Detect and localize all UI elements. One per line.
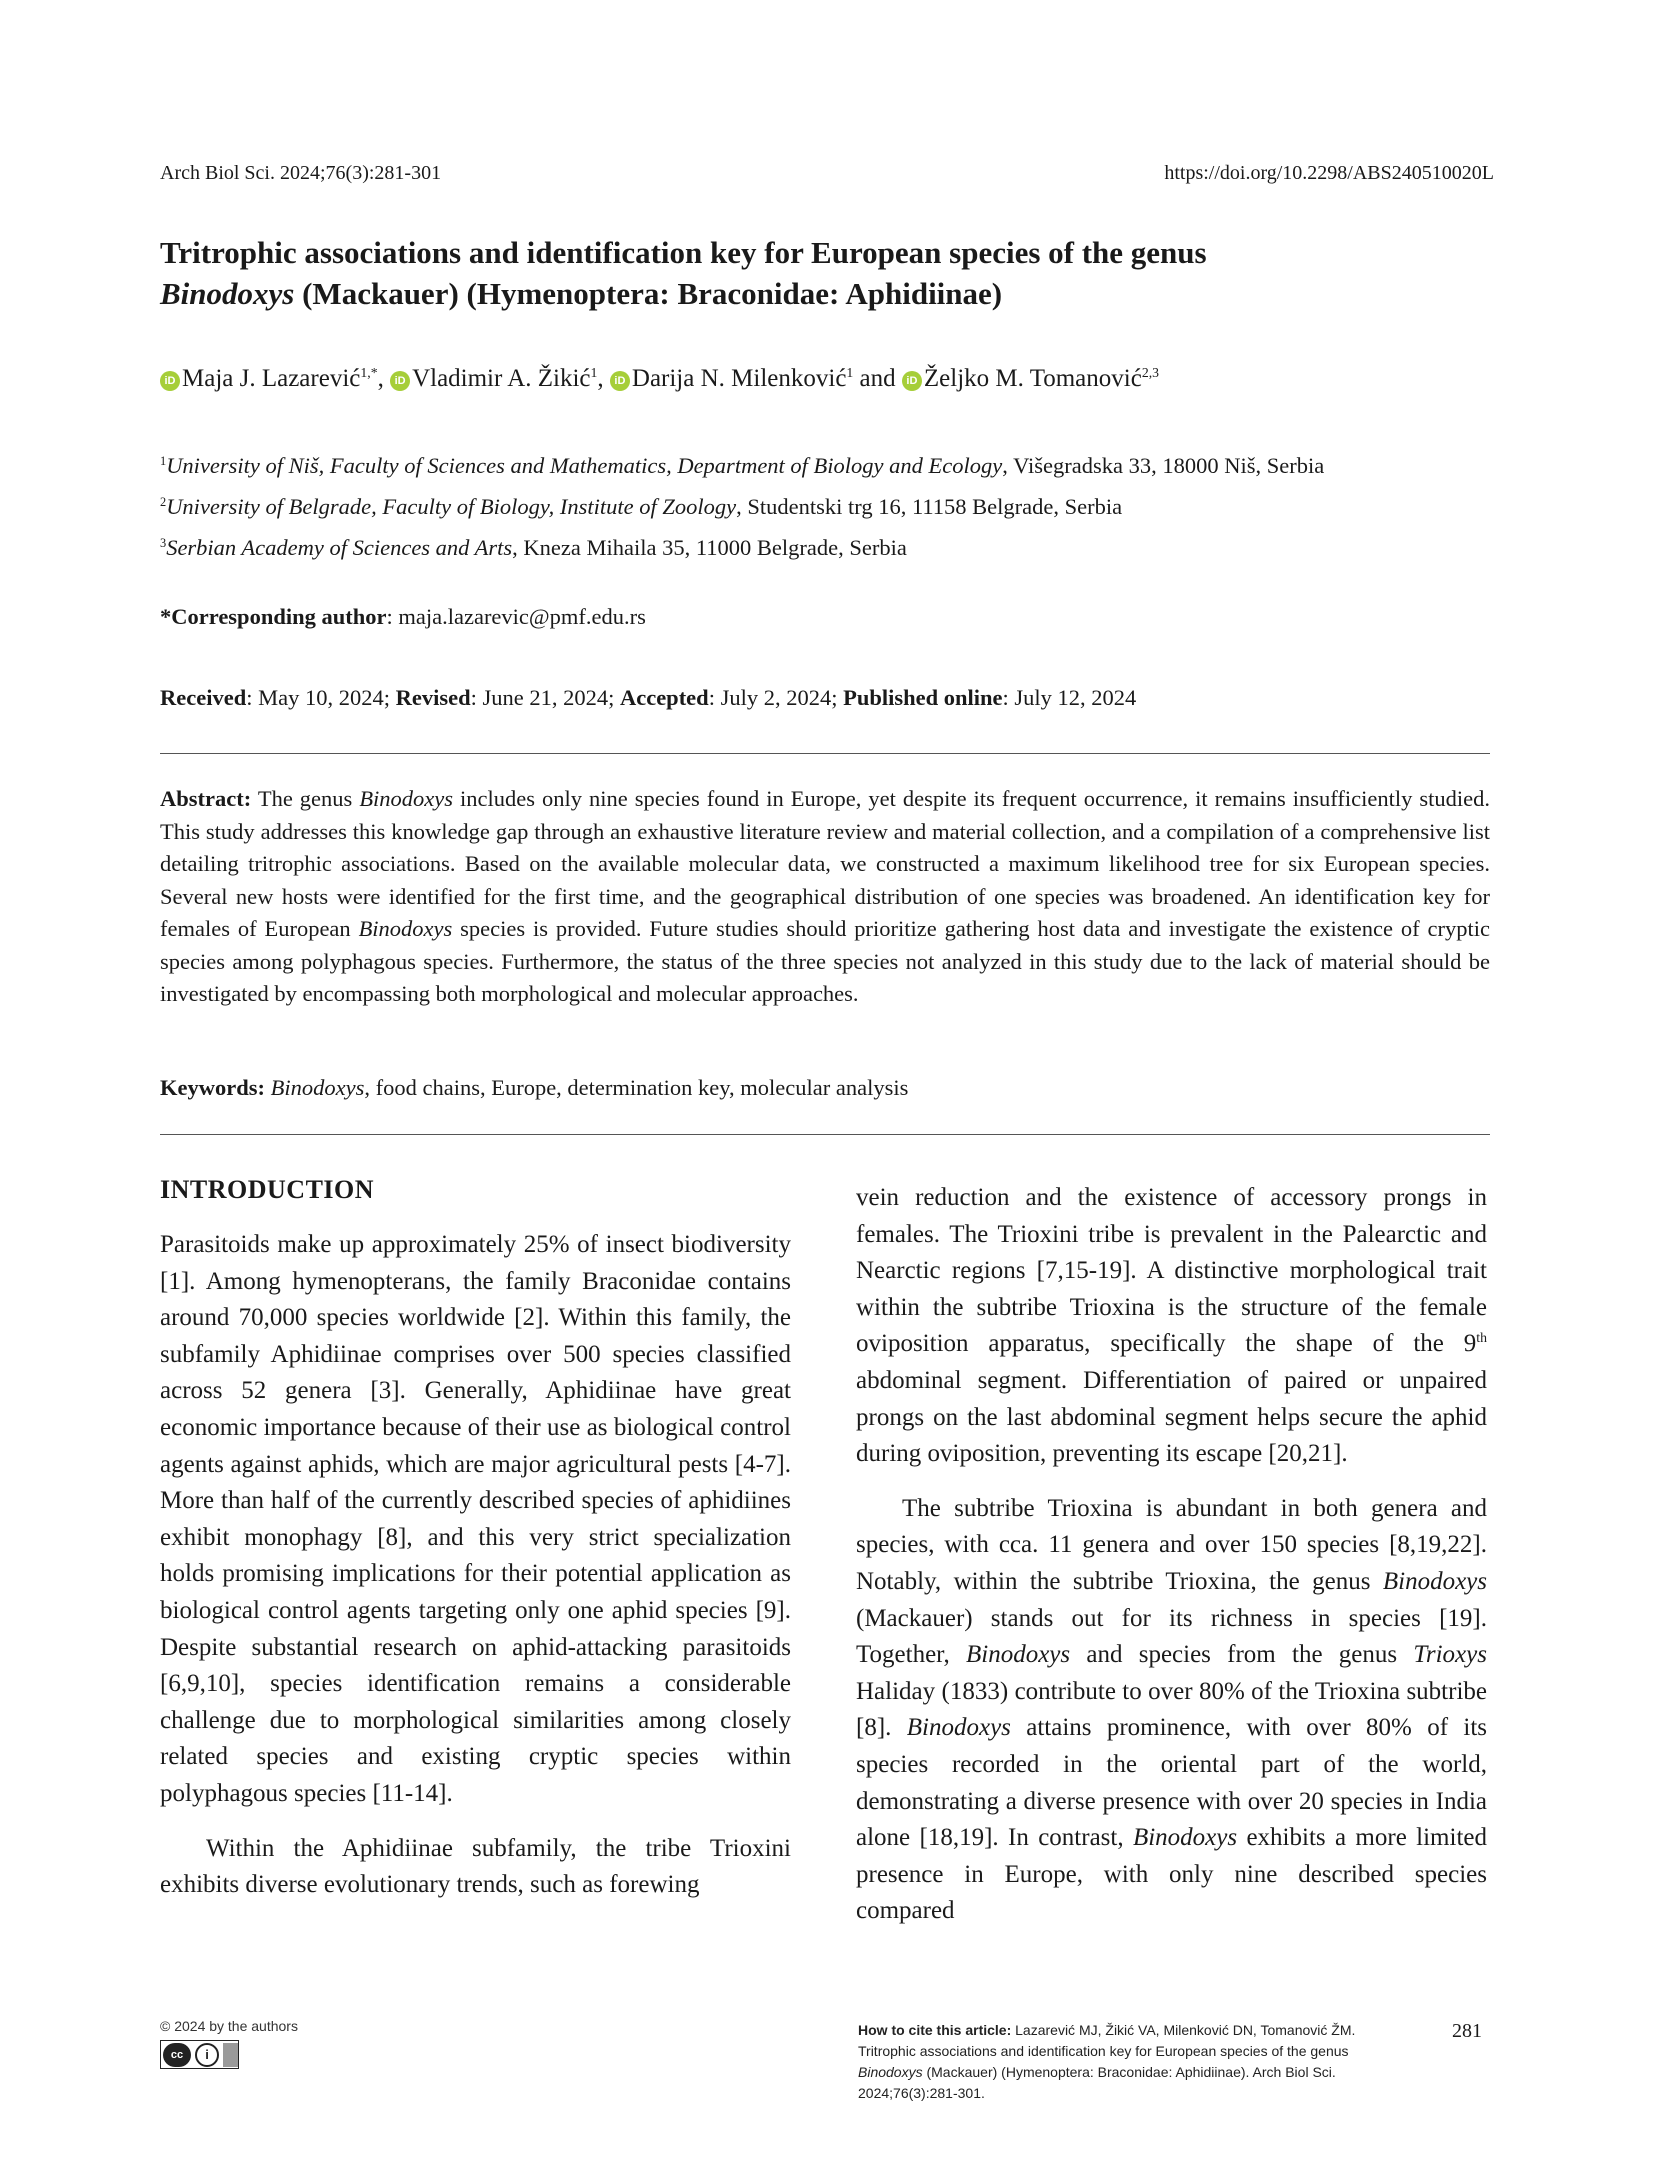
author: iD Vladimir A. Žikić$^1$, — [390, 365, 610, 392]
how-to-cite: How to cite this article: Lazarević MJ, Žikić VA, Milenković DN, Tomanović ŽM. Tritrophic associations and identification key for European species of the genus Binodoxys (Mackauer) (Hymenoptera: Braconidae: Aphidiinae). Arch Biol Sci. 2024;76(3):281-301. — [858, 2022, 1356, 2101]
orcid-icon[interactable]: iD — [160, 371, 180, 391]
corresponding-email[interactable]: : maja.lazarevic@pmf.edu.rs — [386, 604, 646, 629]
running-head — [160, 162, 1494, 188]
author: iD Darija N. Milenković$^1$ and — [610, 365, 902, 392]
author: iD Željko M. Tomanović$^{2,3}$ — [902, 365, 1159, 392]
section-heading: INTRODUCTION — [160, 1175, 375, 1204]
left-column — [160, 1173, 791, 1904]
title-genus: Binodoxys — [160, 276, 295, 311]
affiliation: $^1$University of Niš, Faculty of Sciences and Mathematics, Department of Biology and Ecology, Višegradska 33, 18000 Niš, Serbia — [160, 453, 1325, 478]
affiliations — [160, 445, 1500, 568]
cc-by-license-icon[interactable]: cc i — [160, 2040, 239, 2069]
abstract: Abstract: The genus Binodoxys includes only nine species found in Europe, yet despite its frequent occurrence, it remains insufficiently studied. This study addresses this knowledge gap through an exhaustive literature review and material collection, and a compilation of a comprehensive list detailing tritrophic associations. Based on the available molecular data, we constructed a maximum likelihood tree for six European species. Several new hosts were identified for the first time, and the geographical distribution of one species was broadened. An identification key for females of European Binodoxys species is provided. Future studies should prioritize gathering host data and investigate the existence of cryptic species among polyphagous species. Furthermore, the status of the three species not analyzed in this study due to the lack of material should be investigated by encompassing both morphological and molecular approaches. — [160, 786, 1490, 1006]
paragraph: vein reduction and the existence of accessory prongs in females. The Trioxini tribe is prevalent in the Palearctic and Nearctic regions [7,15-19]. A distinctive morphological trait within the subtribe Trioxina is the structure of the female oviposition apparatus, specifically the shape of the 9th abdominal segment. Differentiation of paired or unpaired prongs on the last abdominal segment helps secure the aphid during oviposition, preventing its escape [20,21]. — [856, 1184, 1487, 1468]
doi-link[interactable]: https://doi.org/10.2298/ABS240510020L — [1164, 162, 1494, 184]
paragraph: Within the Aphidiinae subfamily, the tribe Trioxini exhibits diverse evolutionary trends, such as forewing — [160, 1834, 791, 1899]
orcid-icon[interactable]: iD — [390, 371, 410, 391]
divider — [160, 1134, 1490, 1135]
orcid-icon[interactable]: iD — [902, 371, 922, 391]
keywords: Keywords: Binodoxys, food chains, Europe, determination key, molecular analysis — [160, 1075, 909, 1100]
divider — [160, 753, 1490, 754]
right-column — [856, 1180, 1487, 1930]
publication-dates: Received: May 10, 2024; Revised: June 21, 2024; Accepted: July 2, 2024; Published online: July 12, 2024 — [160, 685, 1137, 710]
paragraph: Parasitoids make up approximately 25% of insect biodiversity [1]. Among hymenopterans, the family Braconidae contains around 70,000 species worldwide [2]. Within this family, the subfamily Aphidiinae comprises over 500 species classified across 52 genera [3]. Generally, Aphidiinae have great economic importance because of their use as biological control agents against aphids, which are major agricultural pests [4-7]. More than half of the currently described species of aphidiines exhibit monophagy [8], and this very strict specialization holds promising implications for their potential application as biological control agents targeting only one aphid species [9]. Despite substantial research on aphid-attacking parasitoids [6,9,10], species identification remains a considerable challenge due to morphological similarities among closely related species and existing cryptic species within polyphagous species [11-14]. — [160, 1231, 791, 1807]
corresponding-author: *Corresponding author: maja.lazarevic@pmf.edu.rs — [160, 604, 646, 629]
article-title: Tritrophic associations and identification key for European species of the genus Binodoxys (Mackauer) (Hymenoptera: Braconidae: Aphidiinae) — [160, 235, 1207, 311]
copyright-notice: © 2024 by the authors — [160, 2018, 298, 2034]
affiliation: $^3$Serbian Academy of Sciences and Arts, Kneza Mihaila 35, 11000 Belgrade, Serbia — [160, 535, 907, 560]
orcid-icon[interactable]: iD — [610, 371, 630, 391]
affiliation: $^2$University of Belgrade, Faculty of Biology, Institute of Zoology, Studentski trg 16, 11158 Belgrade, Serbia — [160, 494, 1123, 519]
page-number: 281 — [1452, 2020, 1482, 2042]
journal-reference: Arch Biol Sci. 2024;76(3):281-301 — [160, 162, 442, 184]
author: iD Maja J. Lazarević$^{1,*}$, — [160, 365, 390, 392]
copyright-block — [160, 2018, 298, 2069]
author-list — [160, 363, 1500, 395]
paragraph: The subtribe Trioxina is abundant in both genera and species, with cca. 11 genera and over 150 species [8,19,22]. Notably, within the subtribe Trioxina, the genus Binodoxys (Mackauer) stands out for its richness in species [19]. Together, Binodoxys and species from the genus Trioxys Haliday (1833) contribute to over 80% of the Trioxina subtribe [8]. Binodoxys attains prominence, with over 80% of its species recorded in the oriental part of the world, demonstrating a diverse presence with over 20 species in India alone [18,19]. In contrast, Binodoxys exhibits a more limited presence in Europe, with only nine described species compared — [856, 1494, 1487, 1925]
